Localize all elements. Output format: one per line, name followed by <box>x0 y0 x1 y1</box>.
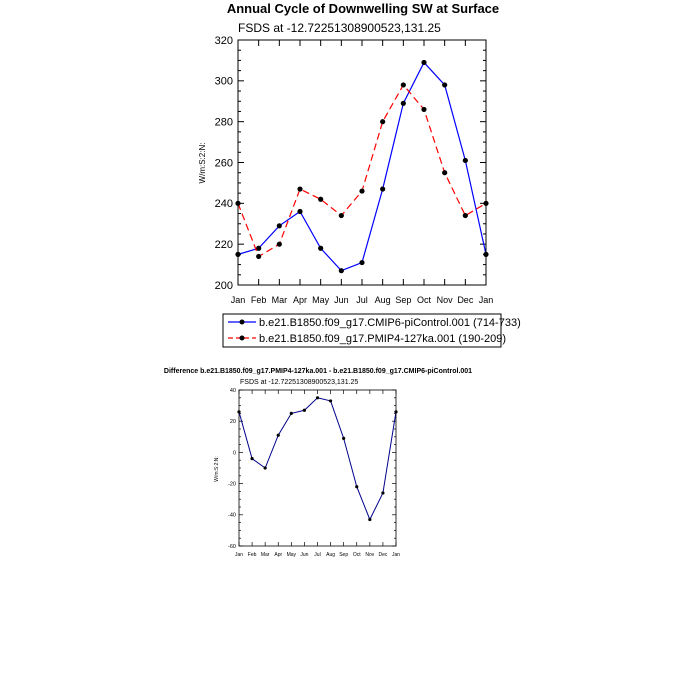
y-tick-label: -20 <box>228 481 236 488</box>
series-line-0 <box>239 398 396 520</box>
plot-frame <box>239 390 396 546</box>
x-tick-label: Dec <box>457 295 474 305</box>
y-tick-label: 240 <box>214 198 233 211</box>
y-tick-label: 200 <box>214 279 233 292</box>
data-point <box>401 101 406 106</box>
legend-label-control: b.e21.B1850.f09_g17.CMIP6-piControl.001 (714-733) <box>259 317 521 329</box>
y-tick-label: 260 <box>214 157 233 170</box>
y-tick-labels <box>228 388 236 550</box>
annual-cycle-chart <box>198 1 521 347</box>
x-tick-label: Dec <box>378 552 388 558</box>
plot-frame <box>238 40 486 285</box>
y-tick-label: 320 <box>214 34 233 47</box>
data-point <box>303 409 306 412</box>
y-tick-label: -40 <box>228 512 236 519</box>
chart-title: Difference b.e21.B1850.f09_g17.PMIP4-127ka.001 - b.e21.B1850.f09_g17.CMIP6-piControl.001 <box>163 368 473 375</box>
y-tick-label: 40 <box>229 387 236 394</box>
x-tick-label: Jun <box>300 552 309 558</box>
data-point <box>442 170 447 175</box>
chart-title: Annual Cycle of Downwelling SW at Surface <box>226 1 500 16</box>
data-point <box>316 396 319 399</box>
data-point <box>342 437 345 440</box>
data-point <box>359 188 364 193</box>
y-tick-label: 220 <box>214 239 233 252</box>
legend-label-127ka: b.e21.B1850.f09_g17.PMIP4-127ka.001 (190-209) <box>259 333 507 345</box>
x-tick-label: May <box>312 295 330 305</box>
difference-chart <box>164 368 472 558</box>
x-tick-label: Jan <box>391 552 401 558</box>
x-tick-label: Oct <box>352 552 361 558</box>
x-tick-label: Nov <box>365 552 375 558</box>
x-tick-labels <box>231 295 494 305</box>
x-tick-label: Aug <box>374 295 391 305</box>
y-tick-label: 280 <box>214 116 233 129</box>
chart-subtitle: FSDS at -12.72251308900523,131.25 <box>238 21 441 35</box>
chart-subtitle: FSDS at -12.72251308900523,131.25 <box>240 379 359 386</box>
y-tick-labels <box>215 35 233 292</box>
x-tick-labels <box>235 552 400 558</box>
data-point <box>277 223 282 228</box>
axis-ticks <box>238 40 486 285</box>
data-point <box>297 209 302 214</box>
x-tick-label: Jul <box>356 295 368 305</box>
data-point <box>359 260 364 265</box>
data-point <box>463 158 468 163</box>
data-point <box>421 107 426 112</box>
x-tick-label: Mar <box>271 295 288 305</box>
data-point <box>442 82 447 87</box>
data-point <box>318 246 323 251</box>
x-tick-label: Mar <box>260 552 270 558</box>
y-axis-label: W/m:S:2:N: <box>198 142 207 184</box>
x-tick-label: Nov <box>436 295 453 305</box>
data-point <box>401 82 406 87</box>
series-layer <box>235 60 488 273</box>
data-point <box>339 213 344 218</box>
data-point <box>421 60 426 65</box>
y-axis-label: W/m:S:2:N: <box>214 456 220 482</box>
legend-marker-127ka <box>240 336 245 341</box>
x-tick-label: Jan <box>478 295 494 305</box>
axis-ticks <box>239 390 396 546</box>
x-tick-label: Feb <box>247 552 257 558</box>
y-tick-label: 0 <box>232 450 236 457</box>
data-point <box>318 197 323 202</box>
data-point <box>355 485 358 488</box>
data-point <box>463 213 468 218</box>
data-point <box>256 246 261 251</box>
x-tick-label: Jan <box>230 295 246 305</box>
data-point <box>297 186 302 191</box>
legend <box>223 314 521 347</box>
x-tick-label: Oct <box>416 295 432 305</box>
x-tick-label: Apr <box>292 295 308 305</box>
data-point <box>380 119 385 124</box>
data-point <box>264 466 267 469</box>
x-tick-label: Jun <box>334 295 349 305</box>
series-line-0 <box>238 62 486 270</box>
data-point <box>277 434 280 437</box>
y-tick-label: 20 <box>229 419 236 426</box>
x-tick-label: Jul <box>314 552 321 558</box>
data-point <box>277 242 282 247</box>
y-tick-label: 300 <box>214 75 233 88</box>
x-tick-label: Feb <box>250 295 267 305</box>
x-tick-label: Jan <box>234 552 244 558</box>
data-point <box>381 491 384 494</box>
data-point <box>380 186 385 191</box>
x-tick-label: Sep <box>395 295 412 305</box>
x-tick-label: Aug <box>326 552 336 558</box>
y-tick-label: -60 <box>228 543 236 550</box>
x-tick-label: May <box>286 552 297 558</box>
series-layer <box>237 396 397 521</box>
data-point <box>290 412 293 415</box>
data-point <box>250 457 253 460</box>
data-point <box>368 518 371 521</box>
x-tick-label: Apr <box>274 552 283 558</box>
x-tick-label: Sep <box>339 552 349 558</box>
legend-marker-control <box>240 320 245 325</box>
data-point <box>339 268 344 273</box>
data-point <box>256 254 261 259</box>
data-point <box>329 399 332 402</box>
